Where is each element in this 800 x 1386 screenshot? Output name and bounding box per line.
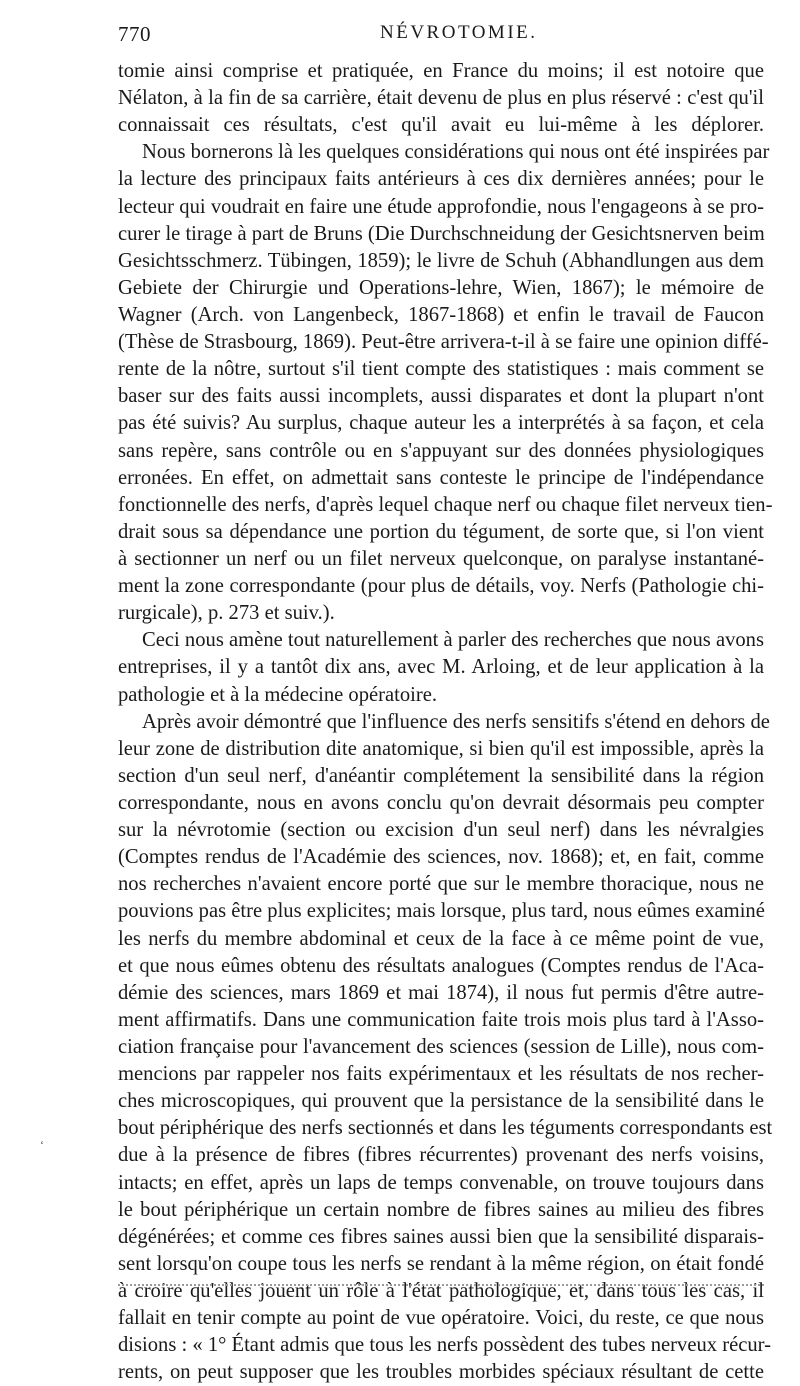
text-line: sur la névrotomie (section ou excision d'un seul nerf) dans les névralgies bbox=[118, 819, 764, 842]
text-line: due à la présence de fibres (fibres récurrentes) provenant des nerfs voisins, bbox=[118, 1144, 764, 1167]
text-line: à croire qu'elles jouent un rôle à l'état pathologique, et, dans tous les cas, il bbox=[118, 1279, 764, 1302]
text-line: section d'un seul nerf, d'anéantir complétement la sensibilité dans la région bbox=[118, 764, 764, 787]
text-line: correspondante, nous en avons conclu qu'on devrait désormais peu compter bbox=[118, 791, 764, 814]
text-line: et que nous eûmes obtenu des résultats analogues (Comptes rendus de l'Aca- bbox=[118, 954, 764, 977]
text-line: Wagner (Arch. von Langenbeck, 1867-1868) et enfin le travail de Faucon bbox=[118, 304, 764, 327]
text-line: Nous bornerons là les quelques considérations qui nous ont été inspirées par bbox=[142, 141, 770, 164]
text-line: rente de la nôtre, surtout s'il tient compte des statistiques : mais comment se bbox=[118, 358, 764, 381]
text-line: ment la zone correspondante (pour plus de détails, voy. Nerfs (Pathologie chi- bbox=[118, 575, 764, 598]
body-text bbox=[118, 58, 773, 1386]
page-header bbox=[118, 22, 764, 52]
text-line: démie des sciences, mars 1869 et mai 1874), il nous fut permis d'être autre- bbox=[118, 981, 764, 1004]
text-line: disions : « 1° Étant admis que tous les nerfs possèdent des tubes nerveux récur- bbox=[118, 1334, 771, 1357]
margin-mark: ‘ bbox=[40, 1138, 44, 1152]
text-line: Après avoir démontré que l'influence des nerfs sensitifs s'étend en dehors de bbox=[142, 710, 770, 733]
text-line: pathologie et à la médecine opératoire. bbox=[118, 683, 438, 706]
text-line: mencions par rappeler nos faits expérimentaux et les résultats de nos recher- bbox=[118, 1063, 764, 1086]
text-line: rents, on peut supposer que les troubles morbides spéciaux résultant de cette bbox=[118, 1361, 764, 1384]
text-line: sans repère, sans contrôle ou en s'appuyant sur des données physiologiques bbox=[118, 439, 764, 462]
text-line: la lecture des principaux faits antérieurs à ces dix dernières années; pour le bbox=[118, 168, 764, 191]
text-line: Ceci nous amène tout naturellement à parler des recherches que nous avons bbox=[142, 629, 764, 652]
text-line: curer le tirage à part de Bruns (Die Durchschneidung der Gesichtsnerven beim bbox=[118, 222, 765, 245]
text-line: nos recherches n'avaient encore porté que sur le membre thoracique, nous ne bbox=[118, 873, 764, 896]
text-line: (Thèse de Strasbourg, 1869). Peut-être arrivera-t-il à se faire une opinion diffé- bbox=[118, 331, 769, 354]
text-line: le bout périphérique un certain nombre de fibres saines au milieu des fibres bbox=[118, 1198, 764, 1221]
running-head: NÉVROTOMIE. bbox=[380, 22, 538, 43]
text-line: les nerfs du membre abdominal et ceux de la face à ce même point de vue, bbox=[118, 927, 764, 950]
text-line: leur zone de distribution dite anatomique, si bien qu'il est impossible, après la bbox=[118, 737, 764, 760]
text-line: lecteur qui voudrait en faire une étude approfondie, nous l'engageons à se pro- bbox=[118, 195, 764, 218]
bottom-dotted-rule bbox=[118, 1284, 764, 1286]
text-line: bout périphérique des nerfs sectionnés et dans les téguments correspondants est bbox=[118, 1117, 773, 1140]
text-line: erronées. En effet, on admettait sans conteste le principe de l'indépendance bbox=[118, 466, 764, 489]
text-line: à sectionner un nerf ou un filet nerveux quelconque, on paralyse instantané- bbox=[118, 548, 764, 570]
text-line: Gebiete der Chirurgie und Operations-lehre, Wien, 1867); le mémoire de bbox=[118, 276, 764, 299]
text-line: ciation française pour l'avancement des sciences (session de Lille), nous com- bbox=[118, 1035, 764, 1058]
text-line: tomie ainsi comprise et pratiquée, en France du moins; il est notoire que Nélaton, à la fin de sa carrière, était devenu de plus en plus réservé : c'est qu'il connaissait ces résultats, c'est qu'il avait eu lui-même à les déplorer. bbox=[118, 60, 764, 137]
page-number: 770 bbox=[118, 22, 151, 46]
text-line: pas été suivis? Au surplus, chaque auteur les a interprétés à sa façon, et cela bbox=[118, 412, 764, 435]
text-line: (Comptes rendus de l'Académie des sciences, nov. 1868); et, en fait, comme bbox=[118, 846, 764, 869]
text-line: pouvions pas être plus explicites; mais lorsque, plus tard, nous eûmes examiné bbox=[118, 900, 765, 923]
text-line: dégénérées; et comme ces fibres saines aussi bien que la sensibilité disparais- bbox=[118, 1225, 764, 1248]
text-line: ment affirmatifs. Dans une communication faite trois mois plus tard à l'Asso- bbox=[118, 1008, 764, 1031]
text-line: fonctionnelle des nerfs, d'après lequel chaque nerf ou chaque filet nerveux tien- bbox=[118, 493, 773, 516]
text-line: Gesichtsschmerz. Tübingen, 1859); le livre de Schuh (Abhandlungen aus dem bbox=[118, 249, 764, 272]
text-line: baser sur des faits aussi incomplets, aussi disparates et dont la plupart n'ont bbox=[118, 385, 764, 408]
text-line: ches microscopiques, qui prouvent que la persistance de la sensibilité dans le bbox=[118, 1090, 764, 1113]
text-line: drait sous sa dépendance une portion du tégument, de sorte que, si l'on vient bbox=[118, 520, 764, 543]
text-line: sent lorsqu'on coupe tous les nerfs se rendant à la même région, on était fondé bbox=[118, 1252, 764, 1275]
text-line: entreprises, il y a tantôt dix ans, avec M. Arloing, et de leur application à la bbox=[118, 656, 764, 679]
text-line: fallait en tenir compte au point de vue opératoire. Voici, du reste, ce que nous bbox=[118, 1307, 764, 1330]
text-line: rurgicale), p. 273 et suiv.). bbox=[118, 602, 335, 625]
text-line: intacts; en effet, après un laps de temps convenable, on trouve toujours dans bbox=[118, 1171, 764, 1194]
